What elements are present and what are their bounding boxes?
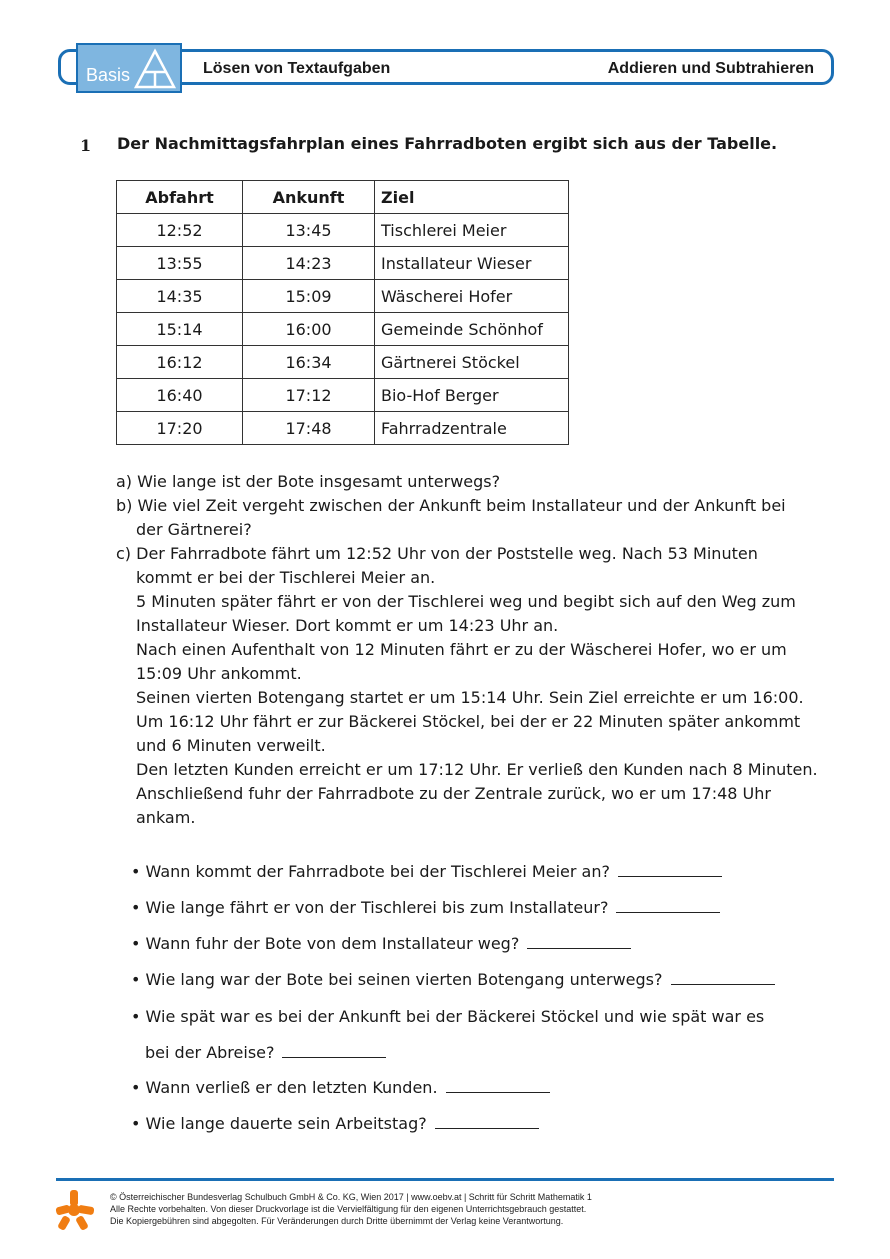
basis-label: Basis	[86, 65, 131, 85]
bullet-question	[145, 1043, 386, 1062]
bullet-question-text: • Wann fuhr der Bote von dem Installateur weg?	[131, 934, 520, 953]
header-ziel: Ziel	[375, 181, 569, 214]
cell-departure: 16:12	[117, 346, 243, 379]
bullet-question-text: • Wie lange fährt er von der Tischlerei bis zum Installateur?	[131, 898, 609, 917]
question-b-line: b) Wie viel Zeit vergeht zwischen der Ankunft beim Installateur und der Ankunft bei	[116, 496, 786, 515]
bullet-question	[131, 1007, 764, 1026]
cell-departure: 13:55	[117, 247, 243, 280]
question-b-line: der Gärtnerei?	[136, 520, 252, 539]
header-abfahrt: Abfahrt	[117, 181, 243, 214]
question-c-line: 5 Minuten später fährt er von der Tischlerei weg und begibt sich auf den Weg zum	[136, 592, 796, 611]
footer-text	[110, 1191, 592, 1227]
cell-departure: 16:40	[117, 379, 243, 412]
pyramid-icon	[134, 48, 176, 90]
bullet-question	[131, 970, 775, 989]
cell-departure: 15:14	[117, 313, 243, 346]
table-header-row	[117, 181, 569, 214]
question-c-line: Den letzten Kunden erreicht er um 17:12 Uhr. Er verließ den Kunden nach 8 Minuten.	[136, 760, 818, 779]
answer-line[interactable]	[446, 1091, 550, 1093]
cell-destination: Installateur Wieser	[375, 247, 569, 280]
header-ankunft: Ankunft	[243, 181, 375, 214]
basis-badge	[76, 43, 182, 93]
cell-destination: Fahrradzentrale	[375, 412, 569, 445]
header-left-title: Lösen von Textaufgaben	[203, 60, 391, 77]
footer-disclaimer: Die Kopiergebühren sind abgegolten. Für Veränderungen durch Dritte übernimmt der Verlag keine Verantwortung.	[110, 1216, 564, 1226]
cell-departure: 12:52	[117, 214, 243, 247]
bullet-question-text: • Wie lange dauerte sein Arbeitstag?	[131, 1114, 427, 1133]
footer-copyright: © Österreichischer Bundesverlag Schulbuch GmbH & Co. KG, Wien 2017 | www.oebv.at | Schritt für Schritt Mathematik 1	[110, 1192, 592, 1202]
cell-arrival: 17:12	[243, 379, 375, 412]
question-c-line: und 6 Minuten verweilt.	[136, 736, 326, 755]
question-a: a) Wie lange ist der Bote insgesamt unterwegs?	[116, 472, 501, 491]
question-c-line: Installateur Wieser. Dort kommt er um 14:23 Uhr an.	[136, 616, 559, 635]
cell-arrival: 17:48	[243, 412, 375, 445]
bullet-question-text: • Wann verließ er den letzten Kunden.	[131, 1078, 438, 1097]
answer-line[interactable]	[618, 875, 722, 877]
questions-block	[116, 470, 856, 830]
cell-destination: Gärtnerei Stöckel	[375, 346, 569, 379]
question-c-line: ankam.	[136, 808, 196, 827]
cell-destination: Bio-Hof Berger	[375, 379, 569, 412]
cell-departure: 14:35	[117, 280, 243, 313]
cell-departure: 17:20	[117, 412, 243, 445]
header-right-title: Addieren und Subtrahieren	[607, 60, 814, 77]
table-row	[117, 346, 569, 379]
cell-destination: Gemeinde Schönhof	[375, 313, 569, 346]
table-row	[117, 214, 569, 247]
bullet-question	[131, 1078, 550, 1097]
question-c-line: c) Der Fahrradbote fährt um 12:52 Uhr von der Poststelle weg. Nach 53 Minuten	[116, 544, 758, 563]
bullet-question-text: bei der Abreise?	[145, 1043, 275, 1062]
table-row	[117, 247, 569, 280]
bullet-question	[131, 934, 631, 953]
schedule-table	[116, 180, 569, 445]
question-c-line: Um 16:12 Uhr fährt er zur Bäckerei Stöckel, bei der er 22 Minuten später ankommt	[136, 712, 801, 731]
bullet-question-text: • Wie spät war es bei der Ankunft bei der Bäckerei Stöckel und wie spät war es	[131, 1007, 765, 1026]
cell-arrival: 16:34	[243, 346, 375, 379]
bullet-question	[131, 898, 720, 917]
publisher-logo-icon	[52, 1188, 96, 1232]
cell-arrival: 14:23	[243, 247, 375, 280]
answer-line[interactable]	[527, 947, 631, 949]
table-row	[117, 412, 569, 445]
question-c-line: Nach einen Aufenthalt von 12 Minuten fährt er zu der Wäscherei Hofer, wo er um	[136, 640, 787, 659]
bullet-question	[131, 862, 722, 881]
question-c-line: Anschließend fuhr der Fahrradbote zu der Zentrale zurück, wo er um 17:48 Uhr	[136, 784, 771, 803]
footer-divider	[56, 1178, 834, 1181]
cell-arrival: 13:45	[243, 214, 375, 247]
task-title: Der Nachmittagsfahrplan eines Fahrradboten ergibt sich aus der Tabelle.	[117, 134, 778, 153]
question-c-line: kommt er bei der Tischlerei Meier an.	[136, 568, 436, 587]
answer-line[interactable]	[671, 983, 775, 985]
table-row	[117, 379, 569, 412]
bullet-question-text: • Wie lang war der Bote bei seinen vierten Botengang unterwegs?	[131, 970, 663, 989]
bullet-question	[131, 1114, 539, 1133]
bullet-question-text: • Wann kommt der Fahrradbote bei der Tischlerei Meier an?	[131, 862, 610, 881]
table-row	[117, 280, 569, 313]
cell-arrival: 15:09	[243, 280, 375, 313]
cell-arrival: 16:00	[243, 313, 375, 346]
answer-line[interactable]	[616, 911, 720, 913]
answer-line[interactable]	[282, 1056, 386, 1058]
question-c-line: 15:09 Uhr ankommt.	[136, 664, 302, 683]
table-row	[117, 313, 569, 346]
footer-rights: Alle Rechte vorbehalten. Von dieser Druckvorlage ist die Vervielfältigung für den eigenen Unterrichtsgebrauch gestattet.	[110, 1204, 587, 1214]
cell-destination: Wäscherei Hofer	[375, 280, 569, 313]
task-number: 1	[80, 136, 92, 155]
question-c-line: Seinen vierten Botengang startet er um 15:14 Uhr. Sein Ziel erreichte er um 16:00.	[136, 688, 804, 707]
answer-line[interactable]	[435, 1127, 539, 1129]
cell-destination: Tischlerei Meier	[375, 214, 569, 247]
